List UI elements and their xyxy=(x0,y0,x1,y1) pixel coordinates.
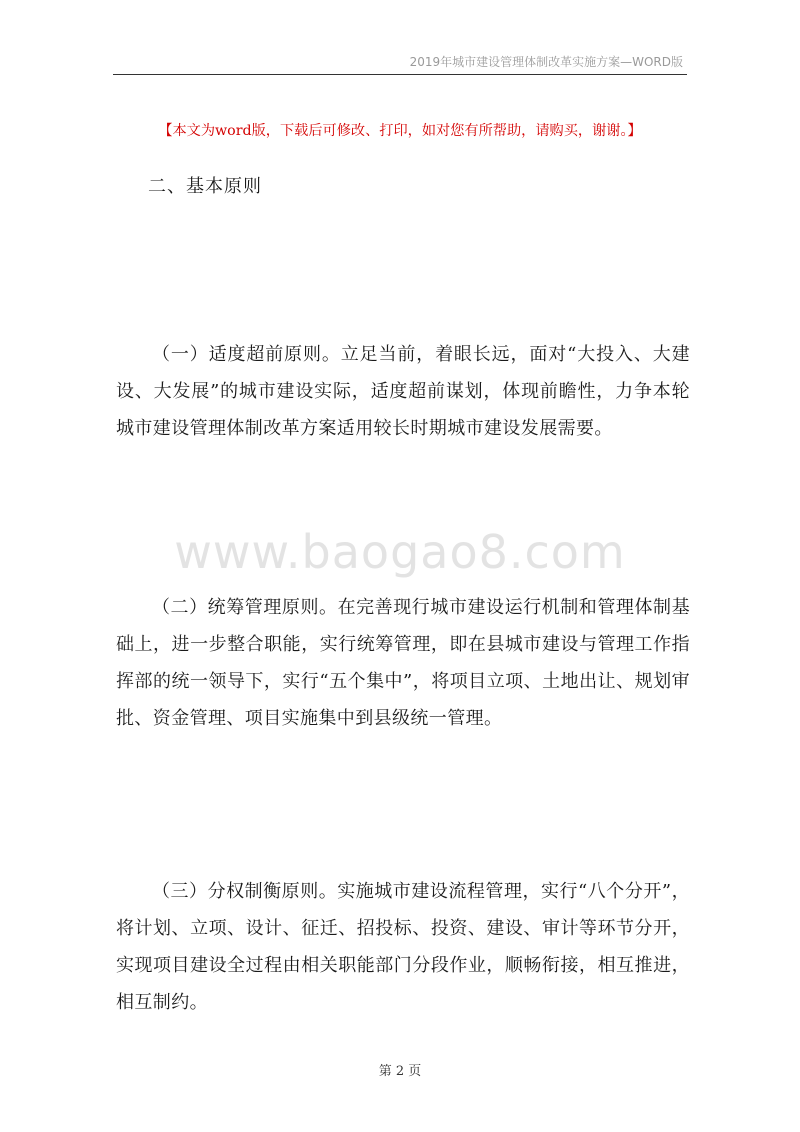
paragraph-principle-2: （二）统筹管理原则。在完善现行城市建设运行机制和管理体制基础上，进一步整合职能，实行统筹管理，即在县城市建设与管理工作指挥部的统一领导下，实行“五个集中”，将项目立项、土地出让、规划审批、资金管理、项目实施集中到县级统一管理。 xyxy=(116,597,690,729)
header-title: 2019年城市建设管理体制改革实施方案—WORD版 xyxy=(409,55,683,69)
purchase-notice: 【本文为word版，下载后可修改、打印，如对您有所帮助，请购买，谢谢。】 xyxy=(158,123,642,139)
page-header xyxy=(113,52,687,75)
section-heading: 二、基本原则 xyxy=(148,176,262,197)
paragraph-principle-1: （一）适度超前原则。立足当前，着眼长远，面对“大投入、大建设、大发展”的城市建设实际，适度超前谋划，体现前瞻性，力争本轮城市建设管理体制改革方案适用较长时期城市建设发展需要。 xyxy=(116,344,690,439)
watermark: www.baogao8.com xyxy=(174,525,626,579)
page-number: 第 2 页 xyxy=(378,1064,422,1079)
paragraph-principle-3: （三）分权制衡原则。实施城市建设流程管理，实行“八个分开”，将计划、立项、设计、征迁、招投标、投资、建设、审计等环节分开，实现项目建设全过程由相关职能部门分段作业，顺畅衔接，相互推进，相互制约。 xyxy=(116,881,690,1013)
